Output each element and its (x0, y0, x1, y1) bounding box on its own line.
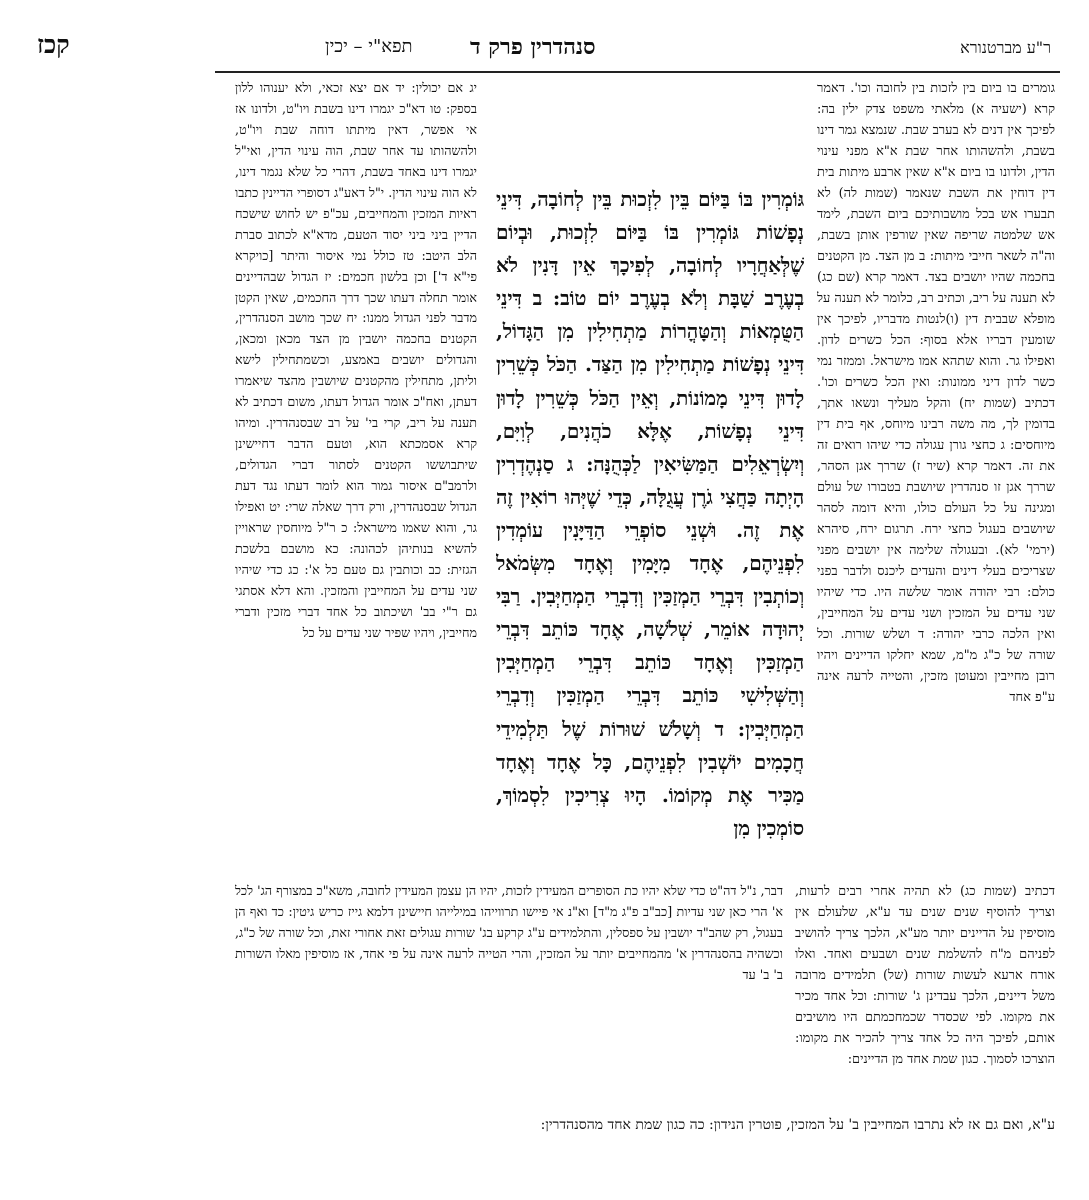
tiferet-yisrael-column (235, 78, 477, 898)
header-rule (215, 71, 1060, 73)
mishnah-text-column (496, 183, 804, 873)
page-number: קכז (37, 30, 70, 59)
bartenura-lower-block (795, 881, 1055, 1108)
page-subtitle: תפא"י – יכין (325, 36, 413, 57)
bartenura-lower-text: דכתיב (שמות כג) לא תהיה אחרי רבים לרעות, וצריך להוסיף שנים שנים עד ע"א, שלעולם אין מוסיפין על הדיינים יותר מע"א, הלכך צריך להושיב לפניהם מ"ח להשלמת שנים ושבעים ואחד. ואלו אורח ארעא לעשות שורות (של) תלמידים מרובה משל דיינים, הלכך עבדינן ג' שורות: וכל אחד מכיר את מקומו. לפי שכסדר שכמחכמתם היו מושיבים אותם, לפיכך היה כל אחד צריך להכיר את מקומו: הוצרכו לסמוך. כגון שמת אחד מן הדיינים: (795, 884, 1055, 1067)
bartenura-commentary-column (817, 78, 1055, 870)
bartenura-text: גומרים בו ביום בין לזכות בין לחובה וכו'. דאמר קרא (ישעיה א) מלאתי משפט צדק ילין בה: לפיכך אין דנים לא בערב שבת. שנמצא גמר דינו בשבת, ולהשהותו אחר שבת א"א מפני עינוי הדין, ולדונו בו ביום א"א שאין ארבע מיתות בית דין דוחין את השבת שנאמר (שמות לה) לא תבערו אש בכל מושבותיכם ביום השבת, לימד אש שלמטה שריפה שאין שורפין אותן בשבת, וה"ה לשאר חייבי מיתות: ב מן הצד. מן הקטנים בחכמה שהיו יושבים בצד. דאמר קרא (שם כג) לא תענה על ריב, וכתיב רב, כלומר לא תענה על מופלא שבבית דין (ו)לנטות מדבריו, לפיכך אין שומעין דבריו אלא בסוף: הכל כשרים לדון. ואפילו גר. והוא שתהא אמו מישראל. וממזר נמי כשר לדון דיני ממונות: ואין הכל כשרים וכו'. דכתיב (שמות יח) והקל מעליך ונשאו אתך, בדומין לך, מה משה רבינו מיוחס, אף בית דין מיוחסים: ג כחצי גורן עגולה כדי שיהו רואים זה את זה. דאמר קרא (שיר ז) שררך אגן הסהר, שררך אגן זו סנהדרין שיושבת בטבורו של עולם ומגינה על כל העולם כולו, והיא דומה לסהר שיושבים בעגול כחצי ירח. תרגום ירח, סיהרא (ירמי' לא). ובעגולה שלימה אין יושבים מפני שצריכים בעלי דינים והעדים ליכנס ולדבר בפני כולם: רבי יהודה אומר שלשה היו. כדי שיהיו שני עדים על המזכין ושני עדים על המחייבין, ואין הלכה כרבי יהודה: ד ושלש שורות. וכל שורה של כ"ג מ"מ, שמא יחלקו הדיינים ויהיו רובן מחייבין ומעוטן מזכין, והטייה לרעה אינה ע"פ אחד (817, 81, 1055, 706)
mishnah-text: גּוֹמְרִין בּוֹ בַּיּוֹם בֵּין לִזְכוּת בֵּין לְחוֹבָה, דִּינֵי נְפָשׁוֹת גּוֹמְרִין בּוֹ בַּיּוֹם לִזְכוּת, וּבְיוֹם שֶׁלְּאַחֲרָיו לְחוֹבָה, לְפִיכָךְ אֵין דָּנִין לֹא בְעֶרֶב שַׁבָּת וְלֹא בְעֶרֶב יוֹם טוֹב: ב דִּינֵי הַטֻּמְאוֹת וְהַטָּהֳרוֹת מַתְחִילִין מִן הַגָּדוֹל, דִּינֵי נְפָשׁוֹת מַתְחִילִין מִן הַצַּד. הַכֹּל כְּשֵׁרִין לָדוּן דִּינֵי מָמוֹנוֹת, וְאֵין הַכֹּל כְּשֵׁרִין לָדוּן דִּינֵי נְפָשׁוֹת, אֶלָּא כֹהֲנִים, לְוִיִּם, וְיִשְׂרְאֵלִים הַמַּשִּׂיאִין לַכְּהֻנָּה: ג סַנְהֶדְרִין הָיְתָה כַּחֲצִי גֹרֶן עֲגֻלָּה, כְּדֵי שֶׁיְּהוּ רוֹאִין זֶה אֶת זֶה. וּשְׁנֵי סוֹפְרֵי הַדַּיָּנִין עוֹמְדִין לִפְנֵיהֶם, אֶחָד מִיָּמִין וְאֶחָד מִשְּׂמֹאל וְכוֹתְבִין דִּבְרֵי הַמְזַכִּין וְדִבְרֵי הַמְחַיְּבִין. רַבִּי יְהוּדָה אוֹמֵר, שְׁלֹשָׁה, אֶחָד כּוֹתֵב דִּבְרֵי הַמְזַכִּין וְאֶחָד כּוֹתֵב דִּבְרֵי הַמְחַיְּבִין וְהַשְּׁלִישִׁי כּוֹתֵב דִּבְרֵי הַמְזַכִּין וְדִבְרֵי הַמְחַיְּבִין: ד וְשָׁלֹשׁ שׁוּרוֹת שֶׁל תַּלְמִידֵי חֲכָמִים יוֹשְׁבִין לִפְנֵיהֶם, כָּל אֶחָד וְאֶחָד מַכִּיר אֶת מְקוֹמוֹ. הָיוּ צְרִיכִין לִסְמוֹךְ, סוֹמְכִין מִן (496, 187, 804, 840)
tiferet-yisrael-lower-text: דבר, נ"ל דה"ט כדי שלא יהיו כת הסופרים המעידין לזכות, יהיו הן עצמן המעידין לחובה, משא"כ במצורף הג' לכל א' הרי כאן שני עדיות [כב"ב פ"ג מ"ד] וא"נ אי פיישו תרווייהו במילייהו חיישינן דלמא גייז כריש גיטין: כד ואף הן בעגול, רק שהב"ד יושבין על ספסלין, והתלמידים ע"ג קרקע בג' שורות עגולים זאת אחורי זאת, וכל שורה של כ"ג, וכשהיה בהסנהדרין א' מהמחייבים יותר על המזכין, והרי הטייה לרעה אינה על פי אחד, אז מוסיפין מאלו השורות ב' ב' עד (235, 883, 783, 982)
tractate-title: סנהדרין פרק ד (470, 34, 596, 60)
tiferet-yisrael-lower-block (235, 881, 783, 1108)
tiferet-yisrael-text: יג אם יכולין: יד אם יצא זכאי, ולא יענוהו ללון בספק: טו דא"כ יגמרו דינו בשבת ויו"ט, ולדונו אז אי אפשר, דאין מיתתו דוחה שבת ויו"ט, ולהשהותו עד אחר שבת, הוה עינוי הדין, ואי"ל יגמרו דינו באחד בשבת, דהרי כל שלא נגמר דינו, לא הוה עינוי הדין. י"ל דאע"ג דסופרי הדיינין כתבו ראיות המזכין והמחייבים, עכ"פ יש לחוש שישכח הדיין ביני ביני יסוד הטעם, מדא"א לכתוב סברת הלב היטב: טז כולל נמי איסור והיתר [כויקרא פי"א ד'] וכן בלשון חכמים: יז הגדול שבהדיינים אומר תחלה דעתו שכך דרך החכמים, שאין הקטן מדבר לפני הגדול ממנו: יח שכך מושב הסנהדרין, הקטנים בחכמה יושבין מן הצד מכאן ומכאן, והגדולים יושבים באמצע, וכשמתחילין לישא וליתן, מתחילין מהקטנים שיושבין מהצד שיאמרו דעתן, ואח"כ אומר הגדול דעתו, משום דכתיב לא תענה על ריב, קרי בי' על רב שבסנהדרין. ומיהו קרא אסמכתא הוא, וטעם הדבר דחיישינן שיתבוששו הקטנים לסתור דברי הגדולים, ולרמב"ם איסור גמור הוא לומר דעתו נגד דעת הגדול שבסנהדרין, ורק דרך שאלה שרי: יט ואפילו גר, והוא שאמו מישראל: כ ר"ל מיוחסין שראויין להשיא בנותיהן לכהונה: כא מושבם בלשכת הגזית: כב וכותבין גם טעם כל א': כג כדי שיהיו שני עדים על המחייבין והמזכין. והא דלא אסתגי גם ר"י בב' ושיכתוב כל אחד דברי מזכין ודברי מחייבין, ויהיו שפיר שני עדים על כל (235, 80, 477, 640)
commentary-name: ר"ע מברטנורא (960, 38, 1051, 57)
footer-line: ע"א, ואם גם אז לא נתרבו המחייבין ב' על המזכין, פוטרין הנידון: כה כגון שמת אחד מהסנהדרין: (540, 1117, 1055, 1133)
